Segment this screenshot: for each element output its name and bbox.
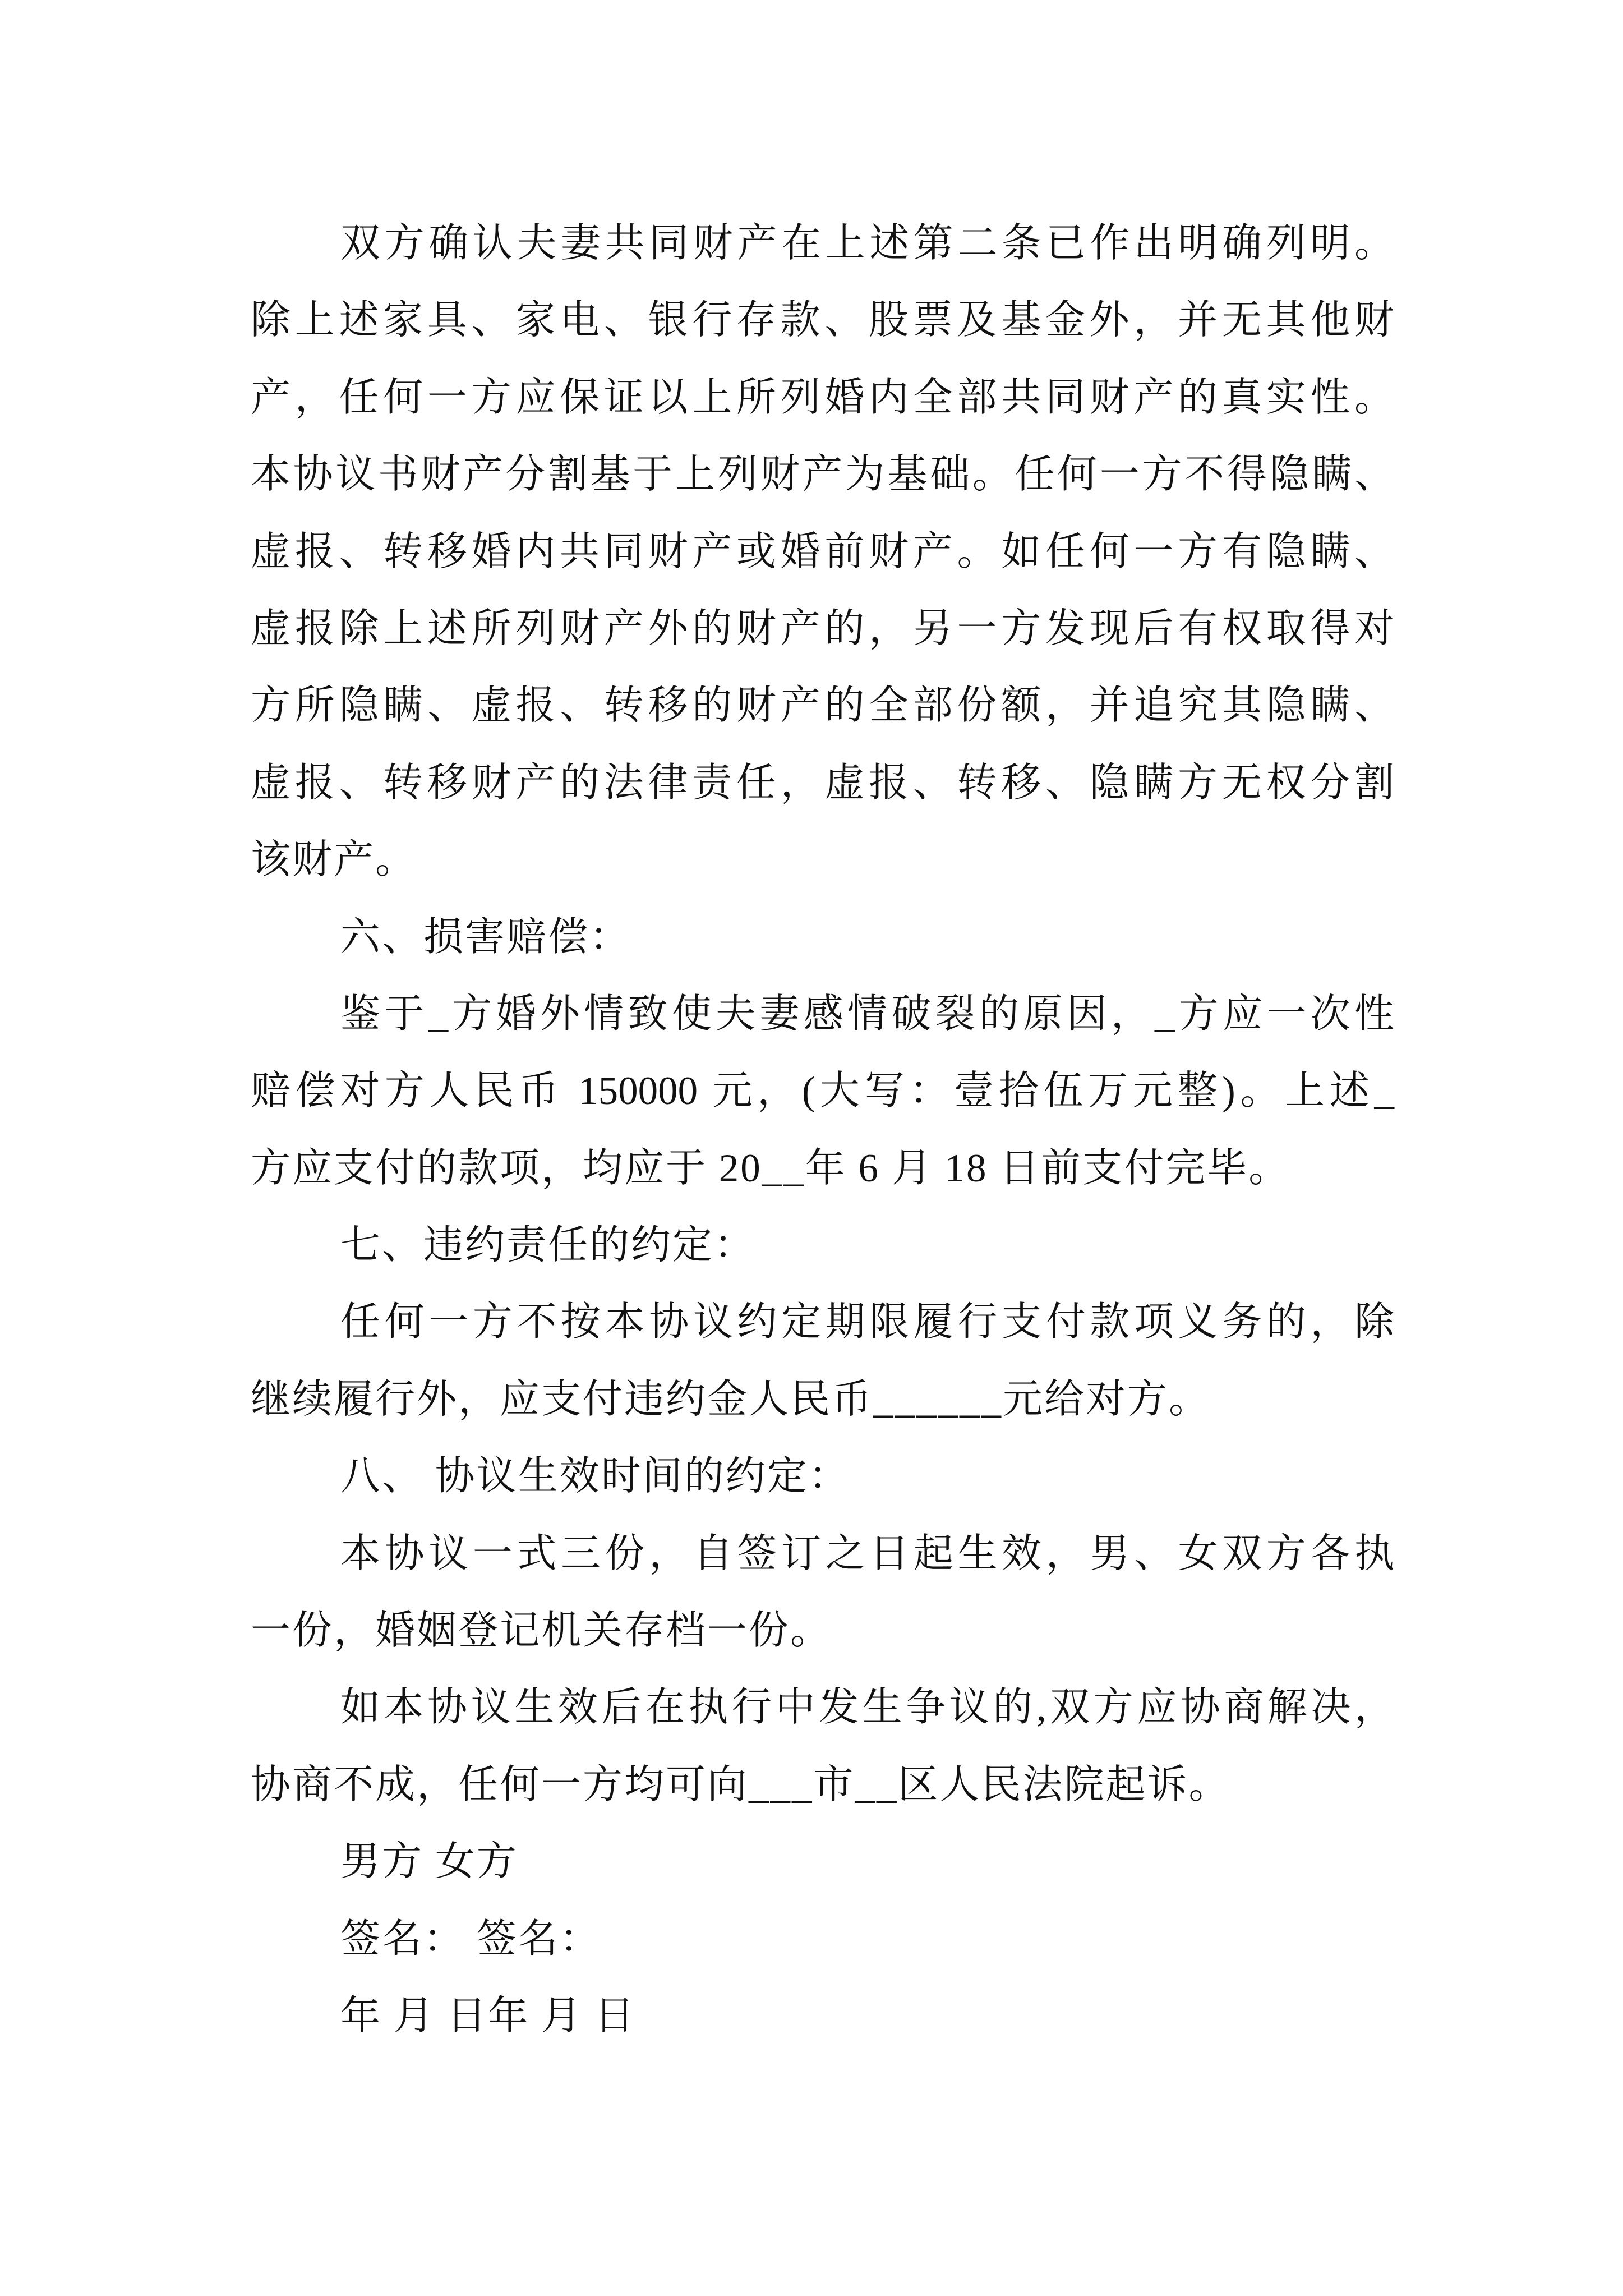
female-date-label: 年 月 日 [488,1994,637,2038]
property-clause-line: 双方确认夫妻共同财产在上述第二条已作出明确列明。 [340,222,1394,265]
property-clause-line: 产，任何一方应保证以上所列婚内全部共同财产的真实性。 [251,375,1394,420]
property-clause-line: 本协议书财产分割基于上列财产为基础。任何一方不得隐瞒、 [251,453,1394,497]
female-party-label: 女方 [435,1840,518,1884]
damages-line: 赔偿对方人民币 150000 元，(大写：壹拾伍万元整)。上述_ [251,1069,1394,1114]
effective-date-line: 一份，婚姻登记机关存档一份。 [251,1609,832,1653]
property-clause-line: 该财产。 [251,838,417,882]
signature-date-line [251,1978,1394,2055]
female-sign-label: 签名： [476,1917,601,1961]
effective-date-line: 本协议一式三份，自签订之日起生效，男、女双方各执 [340,1531,1394,1576]
property-clause-line: 虚报除上述所列财产外的财产的，另一方发现后有权取得对 [251,606,1394,651]
signature-sign-line [251,1901,1394,1978]
dispute-line: 如本协议生效后在执行中发生争议的,双方应协商解决， [340,1686,1394,1730]
breach-line: 继续履行外，应支付违约金人民币______元给对方。 [251,1377,1211,1421]
signature-parties-line [251,1824,1394,1901]
property-clause-line: 虚报、转移财产的法律责任，虚报、转移、隐瞒方无权分割 [251,761,1394,805]
property-clause-line: 方所隐瞒、虚报、转移的财产的全部份额，并追究其隐瞒、 [251,684,1394,728]
property-clause-line: 除上述家具、家电、银行存款、股票及基金外，并无其他财 [251,298,1394,343]
damages-line: 鉴于_方婚外情致使夫妻感情破裂的原因，_方应一次性 [340,992,1394,1036]
male-party-label: 男方 [340,1840,424,1884]
male-date-label: 年 月 日 [340,1994,488,2038]
dispute-line: 协商不成，任何一方均可向___市__区人民法院起诉。 [251,1763,1230,1807]
breach-line: 任何一方不按本协议约定期限履行支付款项义务的，除 [340,1300,1394,1345]
document-body [251,205,1394,2055]
male-sign-label: 签名： [340,1917,465,1961]
damages-line: 方应支付的款项，均应于 20__年 6 月 18 日前支付完毕。 [251,1146,1290,1190]
section-heading-damages: 六、损害赔偿： [340,915,631,959]
section-heading-breach: 七、违约责任的约定： [340,1223,756,1268]
property-clause-line: 虚报、转移婚内共同财产或婚前财产。如任何一方有隐瞒、 [251,530,1394,574]
section-heading-effective-date: 八、 协议生效时间的约定： [340,1455,850,1499]
